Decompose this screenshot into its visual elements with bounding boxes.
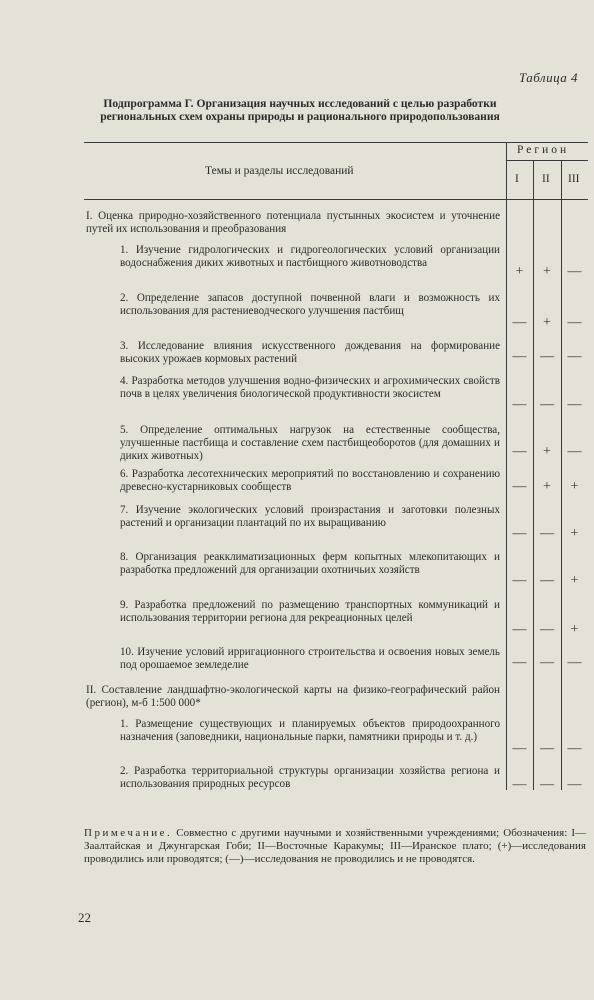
section-heading: II. Составление ландшафтно-экологической карты на физико-географический район (регион), м-б 1:500 000* xyxy=(86,684,500,709)
column-divider xyxy=(506,142,507,790)
table-cell-mark: — xyxy=(540,777,554,792)
table-cell-mark: — xyxy=(567,655,582,670)
table-cell-mark: — xyxy=(512,444,527,459)
region-header: Регион xyxy=(517,144,570,156)
note-text: Совместно с другими научными и хозяйственными учреждениями; Обозначения: I—Заалтайская и Джунгарская Гоби; II—Восточные Каракумы; III—Иранское плато; (+)—исследования проводились или проводятся; (—)—исследования не проводились и не проводятся. xyxy=(84,827,586,865)
table-cell-mark: — xyxy=(512,397,527,412)
table-row-text: 2. Определение запасов доступной почвенной влаги и возможность их использования для растениеводческого улучшения пастбищ xyxy=(120,292,500,317)
column-divider xyxy=(533,160,534,790)
table-cell-mark: — xyxy=(512,777,527,792)
table-row-text: 1. Изучение гидрологических и гидрогеологических условий организации водоснабжения диких животных и пастбищного животноводства xyxy=(120,244,500,269)
table-top-rule xyxy=(84,142,588,143)
table-cell-mark: — xyxy=(540,349,554,364)
table-cell-mark: — xyxy=(512,622,527,637)
topics-header: Темы и разделы исследований xyxy=(205,165,354,177)
table-cell-mark: + xyxy=(543,264,551,279)
table-cell-mark: — xyxy=(540,655,554,670)
table-cell-mark: + xyxy=(570,622,579,637)
table-cell-mark: + xyxy=(543,444,551,459)
table-row-text: 2. Разработка территориальной структуры организации хозяйства региона и использования природных ресурсов xyxy=(120,765,500,790)
table-cell-mark: — xyxy=(512,315,527,330)
table-cell-mark: — xyxy=(567,741,582,756)
table-cell-mark: — xyxy=(540,397,554,412)
table-cell-mark: — xyxy=(540,526,554,541)
table-cell-mark: + xyxy=(570,526,579,541)
table-row-text: 4. Разработка методов улучшения водно-физических и агрохимических свойств почв в целях увеличения биологической продуктивности экосистем xyxy=(120,375,500,400)
region-header-rule xyxy=(506,160,588,161)
table-cell-mark: + xyxy=(515,264,524,279)
region-col-2: II xyxy=(542,173,550,185)
table-cell-mark: + xyxy=(570,573,579,588)
section-heading: I. Оценка природно-хозяйственного потенциала пустынных экосистем и уточнение путей их использования и преобразования xyxy=(86,210,500,235)
table-cell-mark: + xyxy=(543,315,551,330)
table-row-text: 6. Разработка лесотехнических мероприятий по восстановлению и сохранению древесно-кустарниковых сообществ xyxy=(120,468,500,493)
table-cell-mark: — xyxy=(567,777,582,792)
table-cell-mark: + xyxy=(543,479,551,494)
table-note xyxy=(84,827,586,866)
table-row-text: 3. Исследование влияния искусственного дождевания на формирование высоких урожаев кормовых растений xyxy=(120,340,500,365)
table-row-text: 8. Организация реакклиматизационных ферм копытных млекопитающих и разработка предложений для организации охотничьих хозяйств xyxy=(120,551,500,576)
table-cell-mark: — xyxy=(512,655,527,670)
table-cell-mark: — xyxy=(540,741,554,756)
table-cell-mark: — xyxy=(512,349,527,364)
table-cell-mark: — xyxy=(567,349,582,364)
table-row-text: 1. Размещение существующих и планируемых объектов природоохранного назначения (заповедники, национальные парки, памятники природы и т. д.) xyxy=(120,718,500,743)
table-row-text: 10. Изучение условий ирригационного строительства и освоения новых земель под орошаемое земледелие xyxy=(120,646,500,671)
table-label: Таблица 4 xyxy=(518,70,578,85)
table-cell-mark: — xyxy=(567,444,582,459)
table-cell-mark: — xyxy=(567,315,582,330)
table-cell-mark: — xyxy=(512,741,527,756)
table-cell-mark: — xyxy=(567,264,582,279)
table-cell-mark: — xyxy=(512,479,527,494)
note-lead: Примечание. xyxy=(84,827,173,839)
table-cell-mark: — xyxy=(540,573,554,588)
table-cell-mark: + xyxy=(570,479,579,494)
table-title: Подпрограмма Г. Организация научных исследований с целью разработки региональных схем охраны природы и рационального природопользования xyxy=(100,97,500,123)
region-col-1: I xyxy=(515,173,519,185)
table-row-text: 5. Определение оптимальных нагрузок на естественные сообщества, улучшенные пастбища и составление схем пастбищеоборотов (для домашних и диких животных) xyxy=(120,424,500,462)
header-bottom-rule xyxy=(84,199,588,200)
table-cell-mark: — xyxy=(540,622,554,637)
table-cell-mark: — xyxy=(512,573,527,588)
table-row-text: 7. Изучение экологических условий произрастания и заготовки полезных растений и организации плантаций по их выращиванию xyxy=(120,504,500,529)
table-row-text: 9. Разработка предложений по размещению транспортных коммуникаций и использования территории региона для рекреационных целей xyxy=(120,599,500,624)
table-cell-mark: — xyxy=(567,397,582,412)
region-col-3: III xyxy=(568,173,580,185)
column-divider xyxy=(561,160,562,790)
page-number: 22 xyxy=(78,910,91,925)
table-cell-mark: — xyxy=(512,526,527,541)
